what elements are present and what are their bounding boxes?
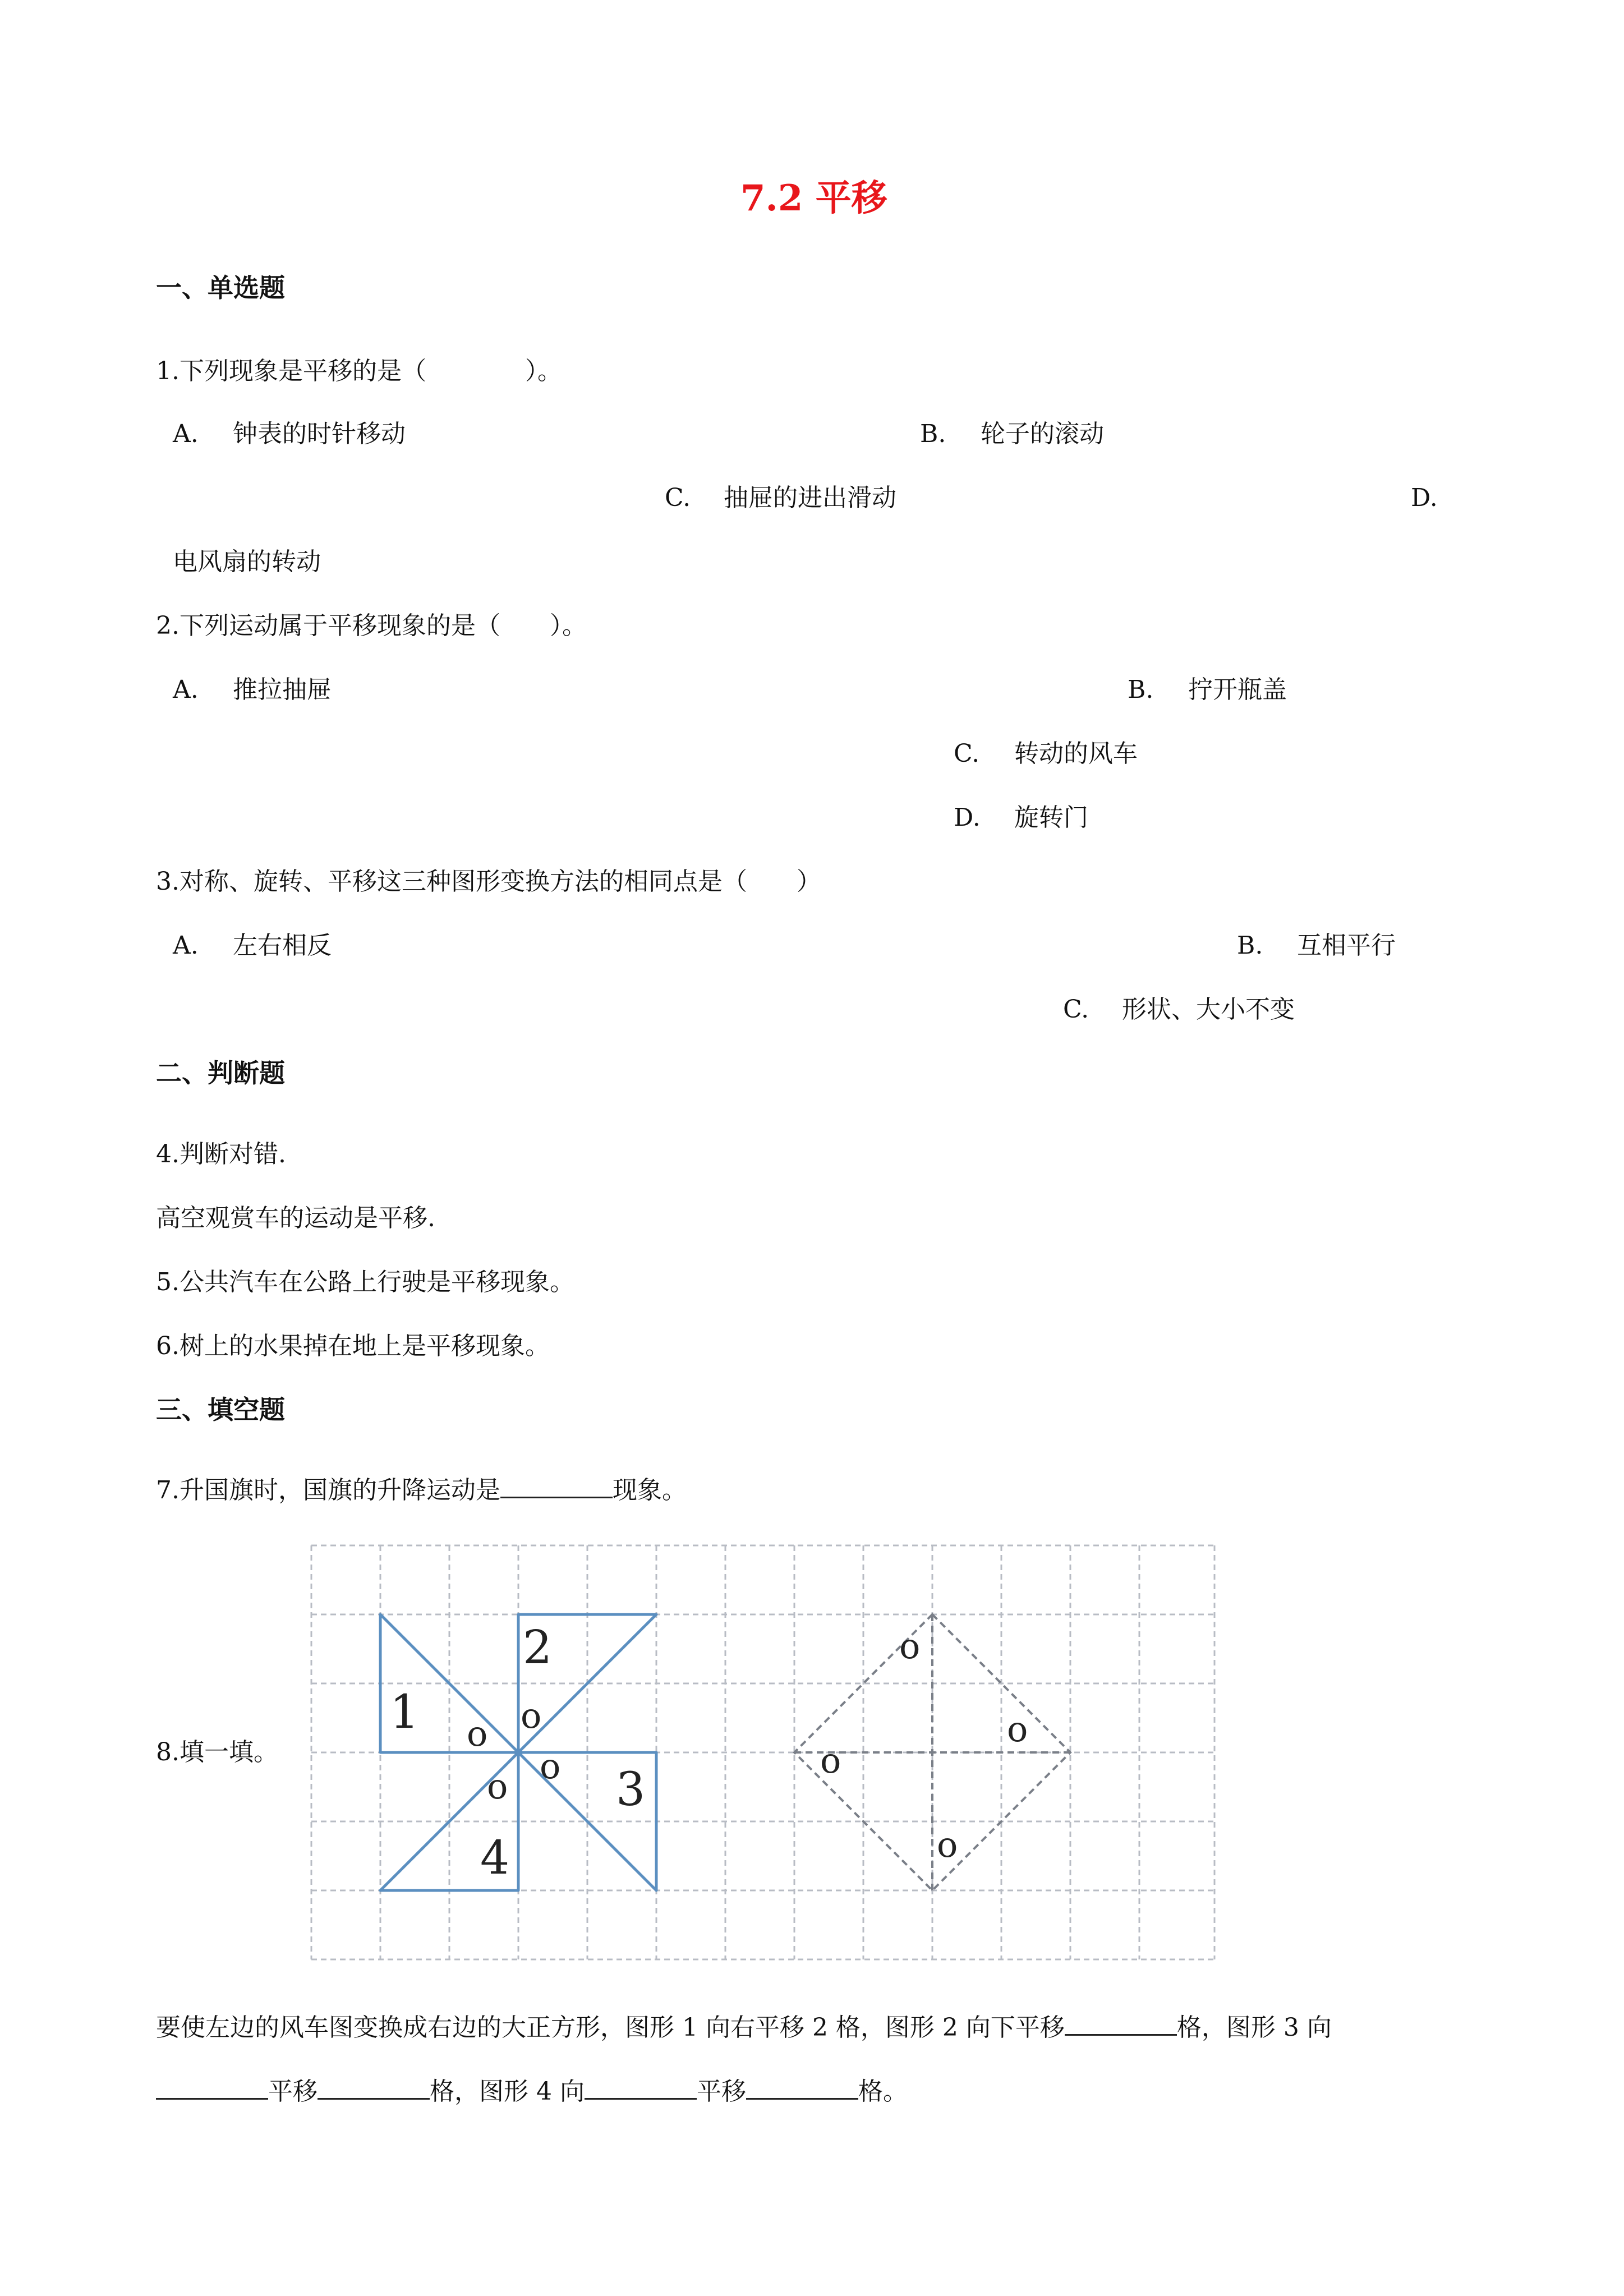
pinwheel-center-dot [514,1749,522,1756]
q3-option-b-text: 互相平行 [1297,931,1396,960]
q8-stem: 8.填一填。 [156,1738,278,1766]
q1-option-a-text: 钟表的时针移动 [233,420,406,448]
page-title: 7.2 平移 [740,177,887,219]
q1-option-c-text: 抽屉的进出滑动 [724,484,896,512]
q7-blank[interactable] [500,1478,613,1498]
q2-option-b-label: B. [1128,675,1154,704]
q2-option-c-text: 转动的风车 [1014,739,1138,768]
q8-blank-1[interactable] [1065,2015,1177,2036]
circle-mark: o [467,1713,488,1754]
q7-text-after: 现象。 [612,1476,687,1504]
q2-option-b-text: 拧开瓶盖 [1188,675,1287,704]
q8-blank-2[interactable] [156,2079,268,2100]
square-labels [820,1626,1028,1865]
q3-option-a-label: A. [173,931,199,960]
shape-number-4: 4 [480,1832,510,1885]
shape-number-3: 3 [616,1763,646,1816]
q8-blank-4[interactable] [585,2079,697,2100]
q2-option-a-text: 推拉抽屉 [233,675,332,704]
q1-option-c-label: C. [665,484,691,512]
shape-number-1: 1 [390,1686,420,1739]
q3-stem: 3.对称、旋转、平移这三种图形变换方法的相同点是（ ） [156,867,821,896]
shape-number-2: 2 [523,1621,553,1674]
circle-mark: o [540,1746,561,1787]
q2-option-d-label: D. [954,803,981,832]
q1-option-d-text: 电风扇的转动 [173,547,321,576]
q8-blank-3[interactable] [318,2079,430,2100]
q1-option-a-label: A. [173,420,199,448]
q8-text-2a: 平移 [268,2077,318,2106]
circle-mark: o [1007,1709,1028,1750]
q8-text-2b: 格，图形 4 向 [430,2077,585,2106]
section-heading-fill-blank: 三、填空题 [156,1395,285,1425]
q1-option-d-label: D. [1411,484,1438,512]
q5-stem: 5.公共汽车在公路上行驶是平移现象。 [156,1268,574,1296]
q7-line [156,1478,687,1503]
circle-mark: o [820,1740,841,1781]
q8-text-2c: 平移 [696,2077,746,2106]
q2-option-a-label: A. [173,675,199,704]
q3-option-b-label: B. [1237,931,1263,960]
q1-option-b-label: B. [920,420,946,448]
q1-option-b-text: 轮子的滚动 [981,420,1104,448]
q3-option-c-text: 形状、大小不变 [1122,995,1295,1024]
q2-option-c-label: C. [954,739,980,768]
q3-option-c-label: C. [1063,995,1089,1024]
q8-text-1a: 要使左边的风车图变换成右边的大正方形，图形 1 向右平移 2 格，图形 2 向下平移 [156,2013,1065,2042]
circle-mark: o [521,1695,542,1736]
q3-option-a-text: 左右相反 [233,931,332,960]
q2-option-d-text: 旋转门 [1014,803,1088,832]
q6-stem: 6.树上的水果掉在地上是平移现象。 [156,1332,550,1360]
q4-stem: 4.判断对错. [156,1140,286,1168]
q2-stem: 2.下列运动属于平移现象的是（ ）。 [156,611,587,640]
q4-statement: 高空观赏车的运动是平移. [156,1204,435,1232]
q1-stem: 1.下列现象是平移的是（ ）。 [156,357,562,385]
q7-text-before: 7.升国旗时，国旗的升降运动是 [156,1476,500,1504]
circle-mark: o [899,1626,921,1667]
q8-line-2 [156,2079,908,2104]
section-heading-true-false: 二、判断题 [156,1058,285,1088]
q8-line-1 [156,2015,1332,2040]
pinwheel-grid-figure [309,1543,1217,1969]
section-heading-single-choice: 一、单选题 [156,273,285,303]
circle-mark: o [487,1766,508,1807]
q8-text-2d: 格。 [858,2077,908,2106]
q8-text-1b: 格，图形 3 向 [1176,2013,1332,2042]
circle-mark: o [937,1824,958,1865]
q8-blank-5[interactable] [746,2079,858,2100]
